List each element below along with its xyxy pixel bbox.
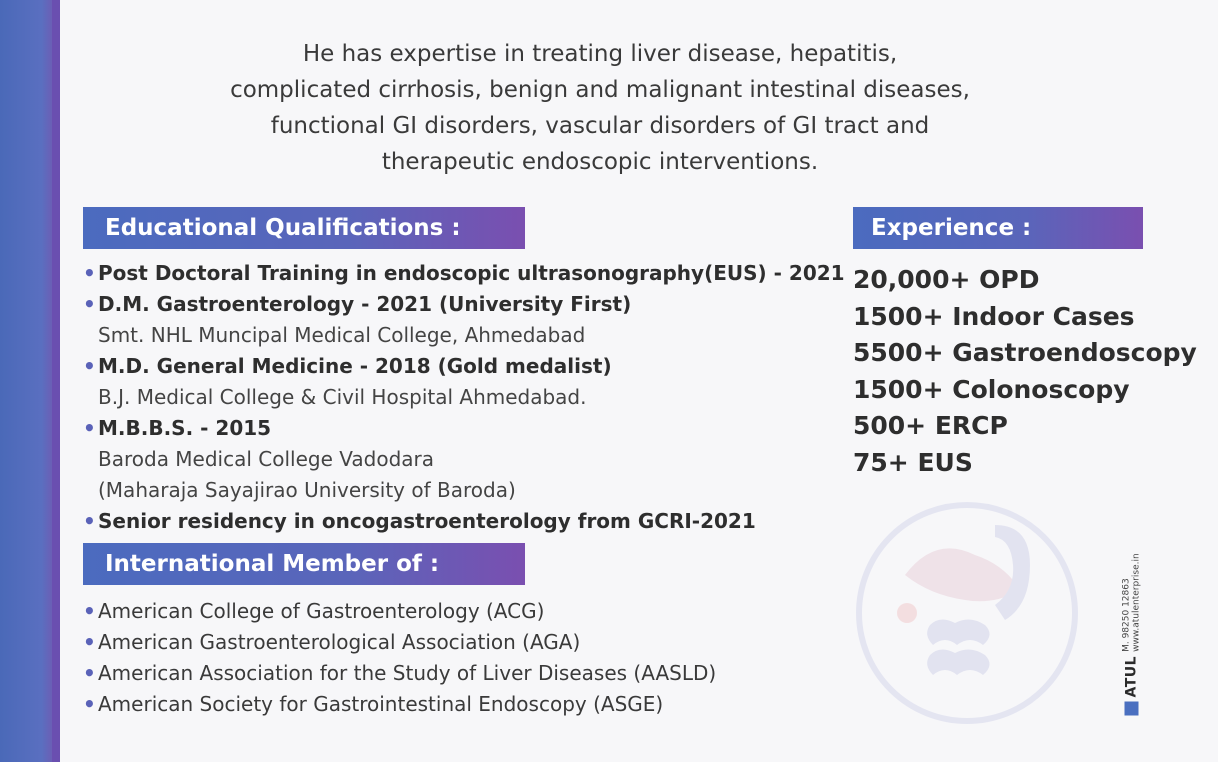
experience-heading: Experience :: [853, 207, 1143, 249]
membership-label: American Society for Gastrointestinal Endoscopy (ASGE): [98, 692, 664, 716]
experience-item: 20,000+ OPD: [853, 265, 1040, 294]
education-title: Post Doctoral Training in endoscopic ultrasonography(EUS) - 2021: [98, 261, 845, 285]
international-heading: International Member of :: [83, 543, 525, 585]
experience-item: 1500+ Colonoscopy: [853, 374, 1130, 404]
logo-phone: M. 98250 12863: [1121, 578, 1132, 652]
logo-contact: [1122, 553, 1142, 652]
education-institution: (Maharaja Sayajirao University of Baroda): [98, 478, 516, 502]
education-title: M.D. General Medicine - 2018 (Gold medalist): [98, 354, 612, 378]
experience-list: [853, 262, 1197, 481]
atul-enterprise-logo: [1118, 500, 1146, 715]
logo-name: ATUL: [1123, 655, 1140, 698]
membership-label: American College of Gastroenterology (ACG): [98, 599, 545, 623]
logo-mark-icon: [1125, 702, 1139, 716]
bullet-icon: •: [83, 661, 96, 685]
experience-item: 500+ ERCP: [853, 411, 1008, 440]
education-institution: Baroda Medical College Vadodara: [98, 447, 435, 471]
education-item: [80, 289, 850, 351]
education-institution: B.J. Medical College & Civil Hospital Ahmedabad.: [98, 385, 587, 409]
digestive-system-watermark-icon: [845, 495, 1090, 725]
intro-line: He has expertise in treating liver disease, hepatitis,: [302, 41, 898, 67]
membership-item: [80, 627, 840, 658]
logo-website: www.atulenterprise.in: [1131, 553, 1142, 652]
membership-label: American Gastroenterological Association (AGA): [98, 630, 581, 654]
intro-paragraph: [150, 36, 1050, 180]
experience-item: 1500+ Indoor Cases: [853, 301, 1135, 331]
bullet-icon: •: [83, 261, 96, 285]
experience-item: 75+ EUS: [853, 447, 973, 477]
left-accent-bar: [0, 0, 52, 762]
education-item: [80, 351, 850, 413]
bullet-icon: •: [83, 292, 96, 316]
education-title: M.B.B.S. - 2015: [98, 416, 272, 440]
membership-item: [80, 596, 840, 627]
international-list: [80, 596, 840, 720]
watermark-graphic: [845, 495, 1090, 725]
education-title: Senior residency in oncogastroenterology from GCRI-2021: [98, 509, 756, 533]
education-institution: Smt. NHL Muncipal Medical College, Ahmedabad: [98, 323, 586, 347]
intro-line: functional GI disorders, vascular disorders of GI tract and: [270, 113, 930, 139]
bullet-icon: •: [83, 509, 96, 533]
education-item: [80, 506, 850, 537]
bullet-icon: •: [83, 416, 96, 440]
bullet-icon: •: [83, 354, 96, 378]
experience-item: 5500+ Gastroendoscopy: [853, 338, 1197, 367]
membership-label: American Association for the Study of Liver Diseases (AASLD): [98, 661, 717, 685]
education-list: [80, 258, 850, 537]
education-item: [80, 413, 850, 506]
intro-line: complicated cirrhosis, benign and malignant intestinal diseases,: [230, 77, 970, 103]
education-item: [80, 258, 850, 289]
bullet-icon: •: [83, 692, 96, 716]
bullet-icon: •: [83, 630, 96, 654]
membership-item: [80, 658, 840, 689]
intro-line: therapeutic endoscopic interventions.: [381, 149, 819, 175]
education-heading: Educational Qualifications :: [83, 207, 525, 249]
membership-item: [80, 689, 840, 720]
bullet-icon: •: [83, 599, 96, 623]
education-title: D.M. Gastroenterology - 2021 (University First): [98, 292, 632, 316]
